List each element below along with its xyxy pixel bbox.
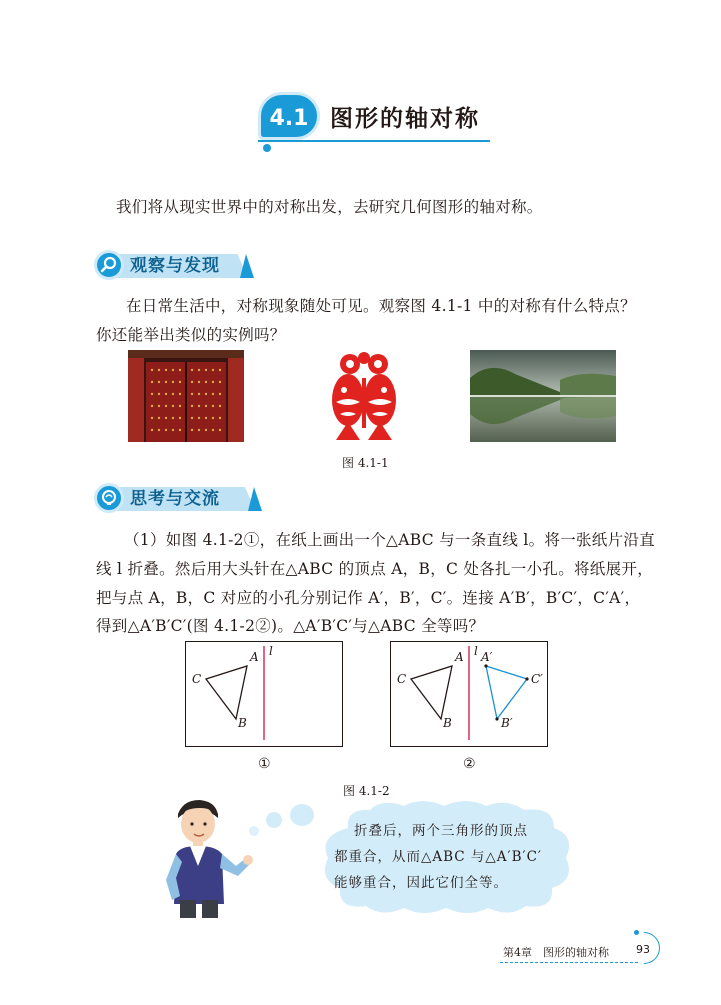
thought-dot-small: [249, 826, 259, 836]
figure-caption-4-1-1: 图 4.1-1: [342, 456, 389, 470]
magnifier-icon: [94, 250, 124, 280]
think-line-3: 把与点 A，B，C 对应的小孔分别记作 A′，B′，C′。连接 A′B′，B′C′，C′A′，: [96, 589, 641, 607]
figure-1-label: ①: [258, 756, 271, 772]
observe-line-1: 在日常生活中，对称现象随处可见。观察图 4.1-1 中的对称有什么特点？: [126, 297, 636, 315]
figure-caption-4-1-2: 图 4.1-2: [343, 784, 390, 798]
footer-dashed-line: [500, 962, 638, 963]
label-C: C: [397, 672, 407, 686]
figure-2-label: ②: [463, 756, 476, 772]
label-A: A: [250, 650, 259, 664]
label-B-prime: B′: [501, 716, 513, 730]
lightbulb-icon: [94, 483, 124, 513]
label-C: C: [192, 672, 202, 686]
think-header-corner: [248, 487, 262, 511]
thought-dot-large: [290, 804, 314, 826]
think-heading: 思考与交流: [130, 489, 220, 509]
figure-2-box: [390, 641, 548, 747]
page-number-dot: [634, 930, 639, 935]
label-C-prime: C′: [531, 672, 543, 686]
speech-line-3: 能够重合，因此它们全等。: [334, 875, 508, 891]
think-line-2: 线 l 折叠。然后用大头针在△ABC 的顶点 A，B，C 处各扎一小孔。将纸展开，: [96, 560, 653, 578]
think-line-1: （1）如图 4.1-2①，在纸上画出一个△ABC 与一条直线 l。将一张纸片沿直: [124, 531, 656, 549]
speech-line-2: 都重合，从而△ABC 与△A′B′C′: [334, 849, 542, 865]
speech-line-1: 折叠后，两个三角形的顶点: [354, 823, 528, 839]
label-A: A: [455, 650, 464, 664]
page-number: 93: [636, 943, 650, 956]
triangle-abc: [206, 666, 247, 719]
lake-reflection-photo: [470, 350, 616, 442]
student-illustration: [150, 796, 260, 918]
red-door-photo: [128, 350, 244, 442]
paper-cut-fish-photo: [322, 350, 406, 442]
thought-dot-medium: [266, 812, 282, 828]
speech-cloud: [318, 800, 576, 916]
label-B: B: [443, 716, 452, 730]
section-title: 图形的轴对称: [330, 105, 480, 132]
label-l: l: [474, 644, 478, 658]
observe-header: [94, 252, 254, 278]
footer-chapter: 第4章 图形的轴对称: [503, 946, 609, 959]
intro-paragraph: 我们将从现实世界中的对称出发，去研究几何图形的轴对称。: [116, 198, 543, 216]
triangle-abc: [411, 666, 452, 719]
label-l: l: [269, 644, 273, 658]
observe-line-2: 你还能举出类似的实例吗？: [96, 326, 286, 344]
section-dot: [263, 144, 271, 152]
label-B: B: [238, 716, 247, 730]
triangle-a2b2c2: [486, 666, 527, 719]
think-header: [94, 485, 264, 511]
observe-heading: 观察与发现: [130, 256, 220, 276]
observe-header-corner: [240, 254, 254, 278]
section-number-badge: 4.1: [258, 92, 320, 140]
think-line-4: 得到△A′B′C′(图 4.1-2②)。△A′B′C′与△ABC 全等吗？: [96, 617, 485, 635]
label-A-prime: A′: [481, 650, 493, 664]
figure-1-box: [185, 641, 343, 747]
